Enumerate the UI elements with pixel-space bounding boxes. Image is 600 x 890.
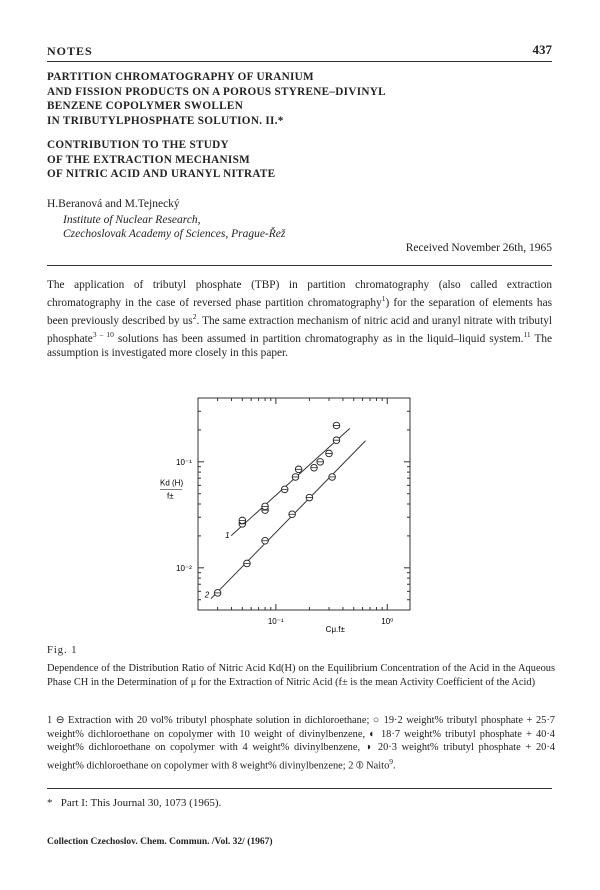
title-line: AND FISSION PRODUCTS ON A POROUS STYRENE–DIVINYL [47, 85, 386, 98]
title-line: PARTITION CHROMATOGRAPHY OF URANIUM [47, 71, 314, 83]
subtitle-line: CONTRIBUTION TO THE STUDY [47, 139, 229, 151]
received-date: Received November 26th, 1965 [405, 242, 552, 254]
affiliation-line: Czechoslovak Academy of Sciences, Prague-Řež [63, 228, 286, 240]
y-axis-label: Kd (H) [160, 478, 184, 488]
body-paragraph: The application of tributyl phosphate (TBP) in partition chromatography (also called extraction chromatography in the case of reversed phase partition chromatography$^1$) for the separation of elements has been previously described by $us^2$. The same extraction mechanism of nitric acid and uranyl nitrate with tributyl phosphate$^{3 - 10}$ solutions has been assumed in partition chromatography as in the liquid–liquid system.$^{11}$ The assumption is investigated more closely in this paper. [47, 279, 553, 360]
title-line: IN TRIBUTYLPHOSPHATE SOLUTION. II.* [47, 114, 284, 127]
page-number: 437 [532, 42, 552, 57]
figure-label: Fig. 1 [47, 645, 78, 656]
figure-1-chart [150, 390, 440, 640]
y-tick-label: 10⁻¹ [176, 457, 192, 467]
title-line: BENZENE COPOLYMER SWOLLEN [47, 100, 244, 112]
figure-legend: 1 ⊖ Extraction with 20 vol% tributyl phosphate solution in dichloroethane; ○ 19·2 weight% tributyl phosphate + 25·7 weight% dichloroethane on copolymer with 10 weight of divinylbenzene, ◐ 18·7 weight% tributyl phosphate + 40·4 weight% dichloroethane on copolymer with 4 weight% divinylbenzene, ◑ 20·3 weight% tributyl phosphate + 20·4 weight% dichloroethane on copolymer with 8 weight% divinylbenzene; 2 ⦶ Naito$^9$. [47, 715, 555, 772]
subtitle-line: OF THE EXTRACTION MECHANISM [47, 153, 250, 166]
authors: H.Beranová and M.Tejnecký [47, 198, 180, 210]
subtitle-line: OF NITRIC ACID AND URANYL NITRATE [47, 168, 276, 180]
footnote-rule [47, 788, 552, 789]
series-label-1: 1 [225, 530, 230, 540]
article-subtitle [47, 138, 567, 182]
header-rule [47, 61, 552, 62]
reference-superscript: 1 [381, 294, 386, 304]
section-name: NOTES [47, 44, 93, 58]
article-title [47, 70, 567, 128]
affiliation-line: Institute of Nuclear Research, [63, 214, 201, 226]
fit-line-2 [211, 441, 366, 599]
page-header [47, 44, 552, 62]
y-tick-label: 10⁻² [176, 563, 192, 573]
reference-superscript: 9 [389, 756, 394, 766]
x-axis-label: Cμ.f± [325, 625, 345, 634]
reference-superscript: 11 [523, 330, 531, 340]
fit-line-1 [231, 428, 350, 535]
footnote: * Part I: This Journal 30, 1073 (1965). [47, 797, 222, 809]
y-axis-label: f± [167, 491, 174, 501]
x-tick-label: 10⁰ [381, 617, 394, 626]
section-rule [47, 265, 552, 266]
reference-superscript: 3 – 10 [92, 330, 114, 340]
x-tick-label: 10⁻¹ [267, 617, 284, 626]
journal-footer: Collection Czechoslov. Chem. Commun. /Vol. 32/ (1967) [47, 837, 273, 847]
series-label-2: 2 [204, 590, 210, 600]
figure-caption: Dependence of the Distribution Ratio of Nitric Acid Kd(H) on the Equilibrium Concentration of the Acid in the Aqueous Phase CH in the Determination of μ for the Extraction of Nitric Acid (f± is the mean Activity Coefficient of the Acid) [47, 663, 555, 688]
reference-superscript: 2 [192, 312, 197, 322]
